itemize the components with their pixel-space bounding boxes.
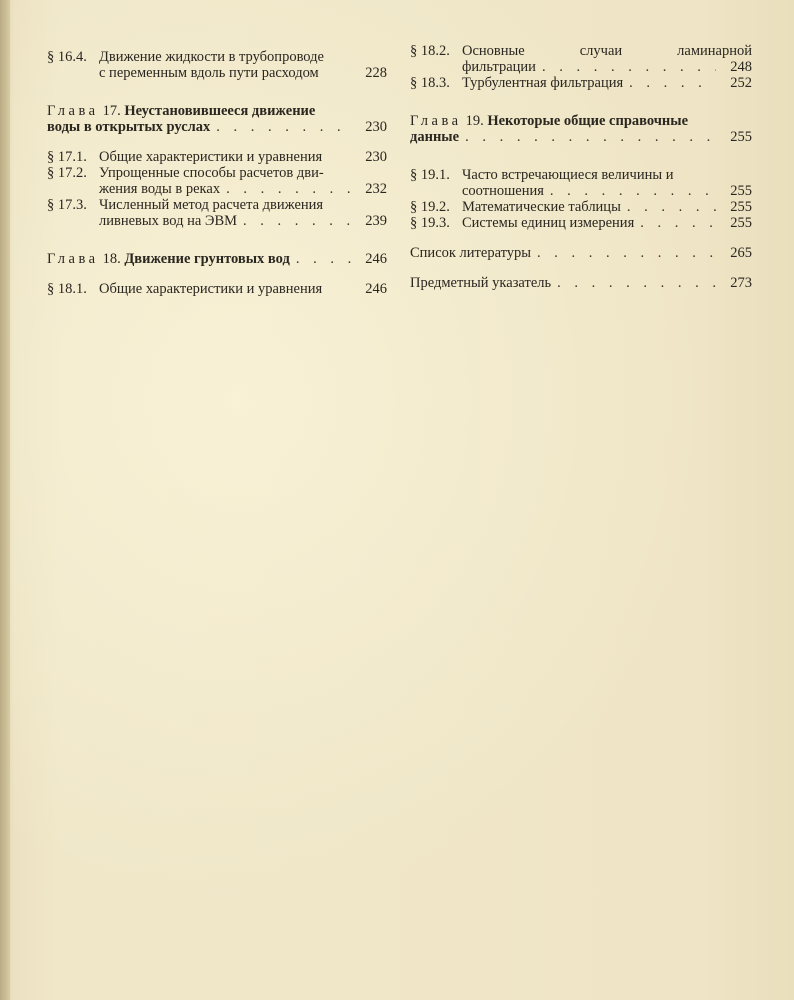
toc-entry-19-2[interactable] (410, 199, 752, 215)
toc-right-column (410, 40, 752, 291)
leader-dots (627, 199, 716, 215)
section-number: § 19.3. (410, 215, 450, 231)
leader-dots (465, 129, 716, 145)
toc-entry-17-1[interactable] (47, 149, 387, 165)
chapter-word: Глава (410, 113, 462, 129)
page-number: 255 (730, 199, 752, 215)
chapter-word: Глава (47, 103, 99, 119)
entry-title-line1: Общие характеристики и уравнения (99, 149, 323, 165)
page-number: 232 (365, 181, 387, 197)
chapter-title-line1: Неустановившееся движение (124, 103, 316, 119)
page-number: 230 (365, 119, 387, 135)
page-number: 246 (365, 281, 387, 297)
leader-dots (296, 251, 351, 267)
toc-entry-16-4[interactable] (47, 49, 387, 81)
page-number: 228 (365, 65, 387, 81)
chapter-number: 18. (102, 251, 121, 267)
entry-title-line2: соотношения (462, 183, 544, 199)
toc-literature[interactable] (410, 245, 752, 261)
chapter-title-line1: Движение грунтовых вод (124, 251, 290, 267)
entry-title-line1: Численный метод расчета движения (99, 197, 324, 213)
toc-entry-19-3[interactable] (410, 215, 752, 231)
section-number: § 17.1. (47, 149, 87, 165)
page-gutter (0, 0, 10, 1000)
toc-entry-19-1[interactable] (410, 167, 752, 199)
toc-entry-18-1[interactable] (47, 281, 387, 297)
section-number: § 19.1. (410, 167, 450, 183)
page-number: 246 (365, 251, 387, 267)
entry-title-line1: Упрощенные способы расчетов дви- (99, 165, 324, 181)
entry-title-line2: ливневых вод на ЭВМ (99, 213, 238, 229)
page-number: 248 (730, 59, 752, 75)
chapter-title-line2: данные (410, 129, 460, 145)
toc-entry-18-2[interactable] (410, 43, 752, 75)
chapter-title-line2: воды в открытых руслах (47, 119, 211, 135)
leader-dots (243, 213, 351, 229)
entry-title-line1: Математические таблицы (462, 199, 621, 215)
toc-chapter-19[interactable] (410, 113, 752, 145)
section-number: § 17.3. (47, 197, 87, 213)
entry-title-line2: фильтрации (462, 59, 536, 75)
entry-title-line2: жения воды в реках (99, 181, 221, 197)
entry-title-line2: с переменным вдоль пути расходом (99, 65, 319, 81)
toc-left-column (47, 40, 387, 297)
leader-dots (537, 245, 716, 261)
entry-title-line1: Движение жидкости в трубопроводе (99, 49, 324, 65)
leader-dots (216, 119, 351, 135)
leader-dots (629, 75, 716, 91)
entry-title-line1: Список литературы (410, 245, 532, 261)
page-number: 239 (365, 213, 387, 229)
page-number: 252 (730, 75, 752, 91)
entry-title-line1: Основные случаи ламинарной (462, 43, 752, 59)
entry-title-line1: Предметный указатель (410, 275, 552, 291)
page-number: 255 (730, 215, 752, 231)
page-number: 255 (730, 183, 752, 199)
entry-title-line1: Турбулентная фильтрация (462, 75, 624, 91)
entry-title-line1: Часто встречающиеся величины и (462, 167, 674, 183)
toc-chapter-17[interactable] (47, 103, 387, 135)
chapter-title-line1: Некоторые общие справочные (487, 113, 689, 129)
toc-subject-index[interactable] (410, 275, 752, 291)
toc-entry-17-2[interactable] (47, 165, 387, 197)
page-number: 230 (365, 149, 387, 165)
leader-dots (557, 275, 716, 291)
section-number: § 19.2. (410, 199, 450, 215)
page-number: 265 (730, 245, 752, 261)
leader-dots (550, 183, 716, 199)
toc-entry-18-3[interactable] (410, 75, 752, 91)
section-number: § 17.2. (47, 165, 87, 181)
section-number: § 18.1. (47, 281, 87, 297)
section-number: § 18.2. (410, 43, 450, 59)
chapter-number: 17. (102, 103, 121, 119)
page-number: 255 (730, 129, 752, 145)
chapter-word: Глава (47, 251, 99, 267)
toc-entry-17-3[interactable] (47, 197, 387, 229)
page-number: 273 (730, 275, 752, 291)
section-number: § 16.4. (47, 49, 87, 65)
leader-dots (226, 181, 351, 197)
entry-title-line1: Общие характеристики и уравнения (99, 281, 323, 297)
toc-chapter-18[interactable] (47, 251, 387, 267)
section-number: § 18.3. (410, 75, 450, 91)
leader-dots (640, 215, 716, 231)
leader-dots (542, 59, 716, 75)
entry-title-line1: Системы единиц измерения (462, 215, 635, 231)
chapter-number: 19. (465, 113, 484, 129)
